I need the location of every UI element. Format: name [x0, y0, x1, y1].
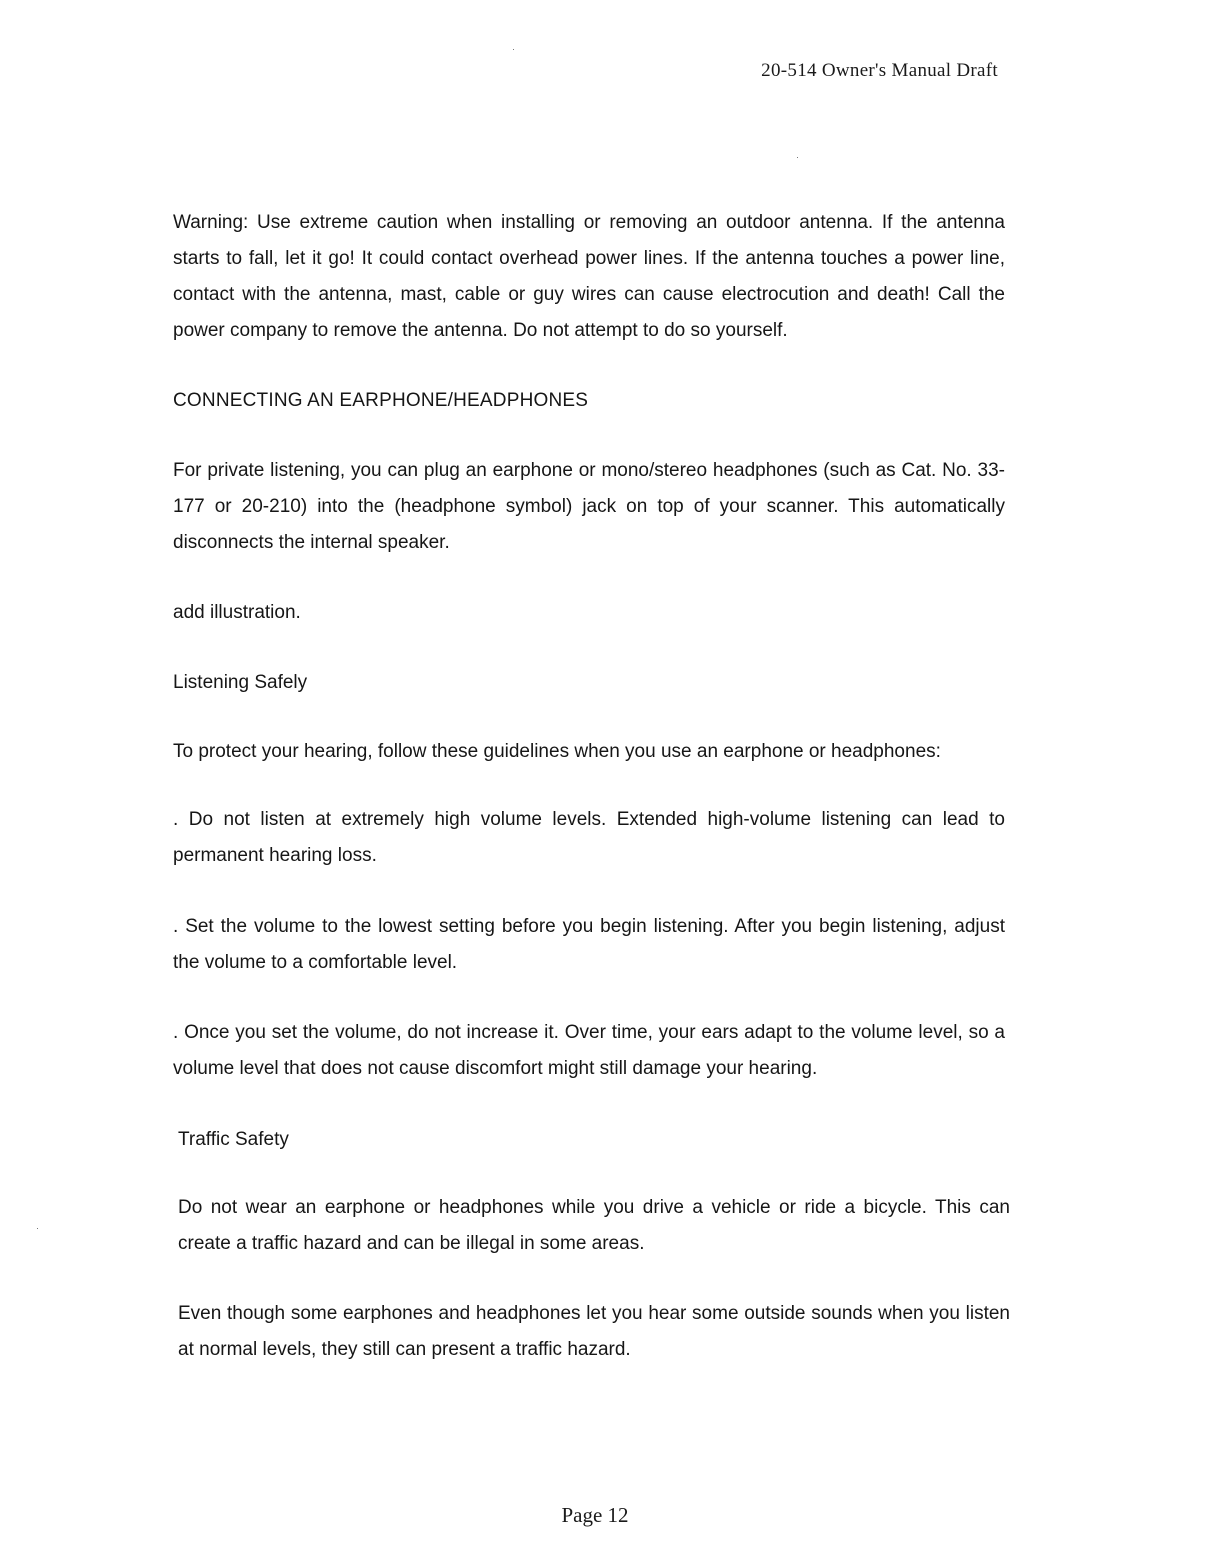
traffic-safety-heading: Traffic Safety	[178, 1129, 289, 1150]
connecting-heading: CONNECTING AN EARPHONE/HEADPHONES	[173, 390, 589, 411]
listening-safely-heading: Listening Safely	[173, 672, 308, 693]
guideline-item: . Do not listen at extremely high volume levels. Extended high-volume listening can lead to permanent hearing loss.	[173, 809, 1005, 866]
page-number: Page 12	[561, 1503, 629, 1527]
traffic-paragraph: Do not wear an earphone or headphones while you drive a vehicle or ride a bicycle. This can create a traffic hazard and can be illegal in some areas.	[178, 1197, 1010, 1254]
warning-paragraph: Warning: Use extreme caution when installing or removing an outdoor antenna. If the antenna starts to fall, let it go! It could contact overhead power lines. If the antenna touches a power line, contact with the antenna, mast, cable or guy wires can cause electrocution and death! Call the power company to remove the antenna. Do not attempt to do so yourself.	[173, 212, 1005, 341]
illustration-note: add illustration.	[173, 602, 301, 623]
guideline-item: . Once you set the volume, do not increase it. Over time, your ears adapt to the volume level, so a volume level that does not cause discomfort might still damage your hearing.	[173, 1022, 1005, 1079]
scan-speck	[513, 49, 514, 50]
listening-intro-paragraph: To protect your hearing, follow these guidelines when you use an earphone or headphones:	[173, 741, 941, 762]
document-header: 20-514 Owner's Manual Draft	[761, 60, 998, 81]
guideline-item: . Set the volume to the lowest setting before you begin listening. After you begin listening, adjust the volume to a comfortable level.	[173, 916, 1005, 973]
scan-speck	[37, 1228, 38, 1229]
connecting-paragraph: For private listening, you can plug an earphone or mono/stereo headphones (such as Cat. No. 33-177 or 20-210) into the (headphone symbol) jack on top of your scanner. This automatically disconnects the internal speaker.	[173, 460, 1005, 553]
traffic-paragraph: Even though some earphones and headphones let you hear some outside sounds when you listen at normal levels, they still can present a traffic hazard.	[178, 1303, 1010, 1360]
scan-speck	[797, 157, 798, 158]
